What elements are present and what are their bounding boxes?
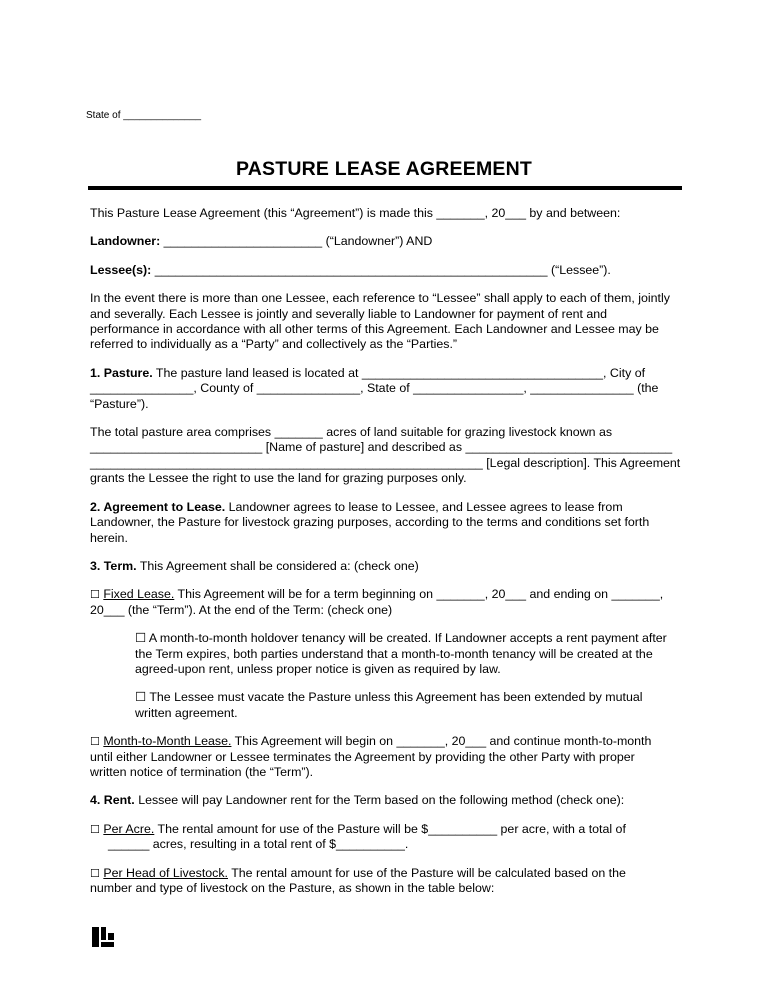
paragraph-line	[90, 559, 690, 574]
paragraph-line: _______________, County of _______________, State of ________________, _______________ (the	[90, 381, 659, 396]
vacate-option	[90, 690, 690, 721]
paragraph-line: and severally. Each Lessee is jointly and severally liable to Landowner for payment of rent and	[90, 306, 608, 321]
multiple-lessee-paragraph	[90, 291, 690, 353]
lessee-line	[90, 263, 690, 278]
month-to-month-option	[90, 734, 690, 749]
fixed-lease-option	[90, 587, 690, 602]
landowner-blank: _______________________ (“Landowner”) AND	[160, 234, 433, 249]
pasture-area-paragraph	[90, 425, 690, 487]
paragraph-text: This Agreement will be for a term beginning on _______, 20___ and ending on _______,	[174, 587, 664, 602]
fixed-lease-label: Fixed Lease.	[103, 587, 175, 602]
paragraph-line: grants the Lessee the right to use the land for grazing purposes only.	[90, 471, 467, 486]
paragraph-text: Landowner agrees to lease to Lessee, and Lessee agrees to lease from	[225, 499, 623, 514]
checkbox-icon[interactable]: ☐	[90, 735, 100, 749]
paragraph-text: The rental amount for use of the Pasture will be $__________ per acre, with a total of	[154, 821, 626, 836]
landowner-line	[90, 234, 690, 249]
paragraph-line	[90, 793, 690, 808]
month-to-month-label: Month-to-Month Lease.	[103, 734, 232, 749]
section-heading: 3. Term.	[90, 558, 137, 573]
checkbox-icon[interactable]: ☐	[90, 588, 100, 602]
per-head-option	[90, 866, 690, 881]
paragraph-line: In the event there is more than one Lessee, each reference to “Lessee” shall apply to each of them, jointly	[90, 291, 670, 306]
section-heading: 2. Agreement to Lease.	[90, 499, 226, 514]
section-heading: 1. Pasture.	[90, 365, 153, 380]
intro-line: This Pasture Lease Agreement (this “Agreement”) is made this _______, 20___ by and between:	[90, 206, 621, 220]
paragraph-line: the Term expires, both parties understand that a month-to-month tenancy will be created at the	[135, 646, 653, 661]
paragraph-line: Landowner, the Pasture for livestock grazing purposes, according to the terms and conditions set forth	[90, 515, 650, 530]
paragraph-line: written notice of termination (the “Term”).	[90, 764, 314, 779]
paragraph-line: ☐ A month-to-month holdover tenancy will be created. If Landowner accepts a rent payment after	[135, 631, 667, 646]
paragraph-line: _________________________ [Name of pasture] and described as ______________________________	[90, 440, 673, 455]
paragraph-line: 20___ (the “Term”). At the end of the Term: (check one)	[90, 602, 393, 617]
paragraph-text: The rental amount for use of the Pasture will be calculated based on the	[228, 865, 626, 880]
paragraph-line: agreed-upon rent, unless proper notice is given as required by law.	[135, 661, 501, 676]
state-line: State of ______________	[86, 110, 202, 121]
section-rent	[90, 793, 690, 896]
checkbox-icon[interactable]: ☐	[90, 866, 100, 880]
document-title: PASTURE LEASE AGREEMENT	[235, 158, 533, 180]
paragraph-line: number and type of livestock on the Pasture, as shown in the table below:	[90, 881, 495, 895]
section-heading: 4. Rent.	[90, 793, 135, 808]
per-acre-label: Per Acre.	[103, 821, 155, 836]
paragraph-line: until either Landowner or Lessee terminates the Agreement by providing the other Party with proper	[90, 749, 635, 764]
paragraph-line: referred to individually as a “Party” and collectively as the “Parties.”	[90, 337, 458, 352]
paragraph-line: ☐ The Lessee must vacate the Pasture unless this Agreement has been extended by mutual	[135, 690, 643, 705]
lessee-label: Lessee(s):	[90, 262, 152, 277]
paragraph-line: The total pasture area comprises _______ acres of land suitable for grazing livestock known as	[90, 425, 613, 440]
lessee-blank: _________________________________________________________ (“Lessee”).	[151, 262, 611, 277]
paragraph-line: written agreement.	[135, 705, 238, 720]
section-term	[90, 559, 690, 780]
paragraph-text: Lessee will pay Landowner rent for the Term based on the following method (check one):	[134, 793, 625, 808]
paragraph-line: herein.	[90, 530, 128, 545]
paragraph-line	[90, 500, 690, 515]
paragraph-line: “Pasture”).	[90, 396, 149, 411]
landowner-label: Landowner:	[90, 234, 161, 249]
per-head-label: Per Head of Livestock.	[103, 865, 228, 880]
section-agreement-to-lease	[90, 500, 690, 546]
per-acre-option	[90, 822, 690, 837]
title-rule	[88, 186, 682, 190]
paragraph-line: ______ acres, resulting in a total rent of $__________.	[108, 837, 409, 852]
paragraph-line	[90, 366, 690, 381]
paragraph-line: _________________________________________________________ [Legal description]. This Agreement	[90, 455, 681, 470]
document-body	[90, 206, 690, 896]
holdover-option	[90, 631, 690, 677]
checkbox-icon[interactable]: ☐	[90, 822, 100, 836]
paragraph-text: This Agreement shall be considered a: (check one)	[136, 558, 419, 573]
paragraph-text: The pasture land leased is located at ___________________________________, City of	[152, 365, 646, 380]
section-pasture	[90, 366, 690, 412]
paragraph-line: performance in accordance with all other terms of this Agreement. Each Landowner and Lessee may be	[90, 322, 659, 337]
paragraph-text: This Agreement will begin on _______, 20___ and continue month-to-month	[231, 734, 652, 749]
legal-templates-logo-icon	[92, 927, 114, 947]
